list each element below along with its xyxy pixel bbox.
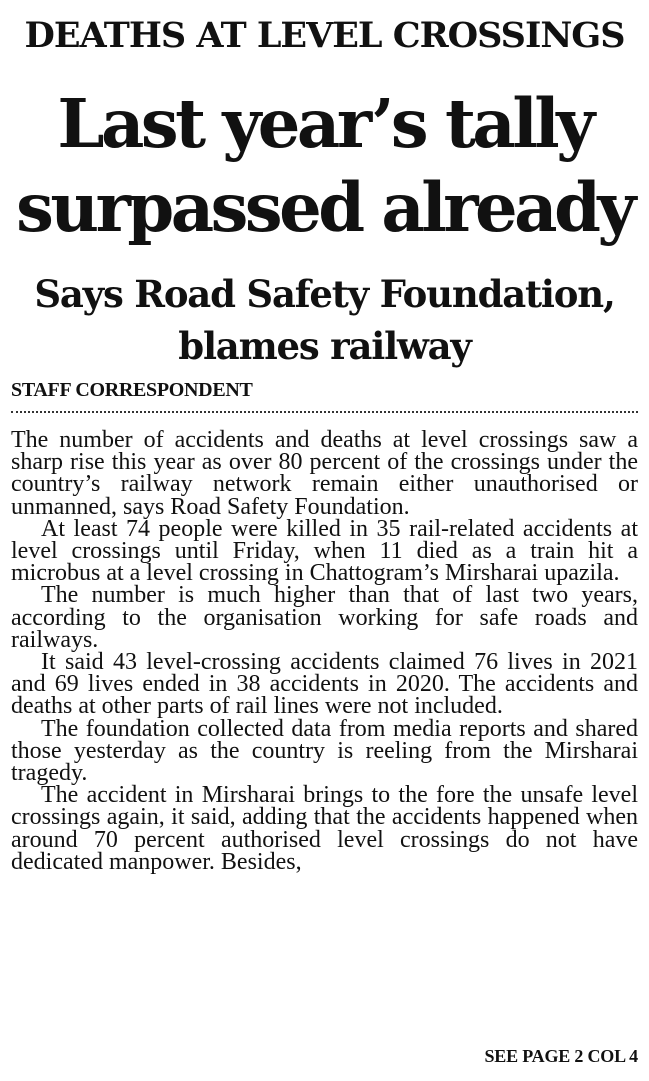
byline: STAFF CORRESPONDENT — [11, 379, 253, 401]
paragraph-5: The foundation collected data from media reports and shared those yesterday as the country is reeling from the Mirsharai tragedy. — [11, 715, 638, 787]
continued-on-jump: SEE PAGE 2 COL 4 — [484, 1046, 638, 1066]
subheadline — [0, 268, 649, 372]
kicker: DEATHS AT LEVEL CROSSINGS — [24, 15, 625, 56]
paragraph-2: At least 74 people were killed in 35 rail-related accidents at level crossings until Friday, when 11 died as a train hit a microbus at a level crossing in Chattogram’s Mirsharai upazila. — [11, 515, 638, 587]
subheadline-line-2: blames railway — [178, 324, 471, 368]
paragraph-6: The accident in Mirsharai brings to the fore the unsafe level crossings again, it said, adding that the accidents happened when around 70 percent authorised level crossings do not have dedicated manpower. Besides, — [11, 782, 638, 875]
paragraph-3: The number is much higher than that of last two years, according to the organisation working for safe roads and railways. — [11, 582, 638, 653]
headline — [0, 82, 649, 250]
paragraph-4: It said 43 level-crossing accidents claimed 76 lives in 2021 and 69 lives ended in 38 accidents in 2020. The accidents and deaths at other parts of rail lines were not included. — [11, 649, 638, 720]
headline-line-1: Last year’s tally — [57, 84, 592, 163]
paragraph-1: The number of accidents and deaths at level crossings saw a sharp rise this year as over 80 percent of the crossings under the country’s railway network remain either unauthorised or unmanned, says Road Safety Foundation. — [11, 429, 638, 520]
headline-line-2: surpassed already — [16, 168, 633, 247]
subheadline-line-1: Says Road Safety Foundation, — [34, 272, 615, 316]
article-body — [11, 429, 638, 1030]
dotted-divider — [11, 411, 638, 413]
